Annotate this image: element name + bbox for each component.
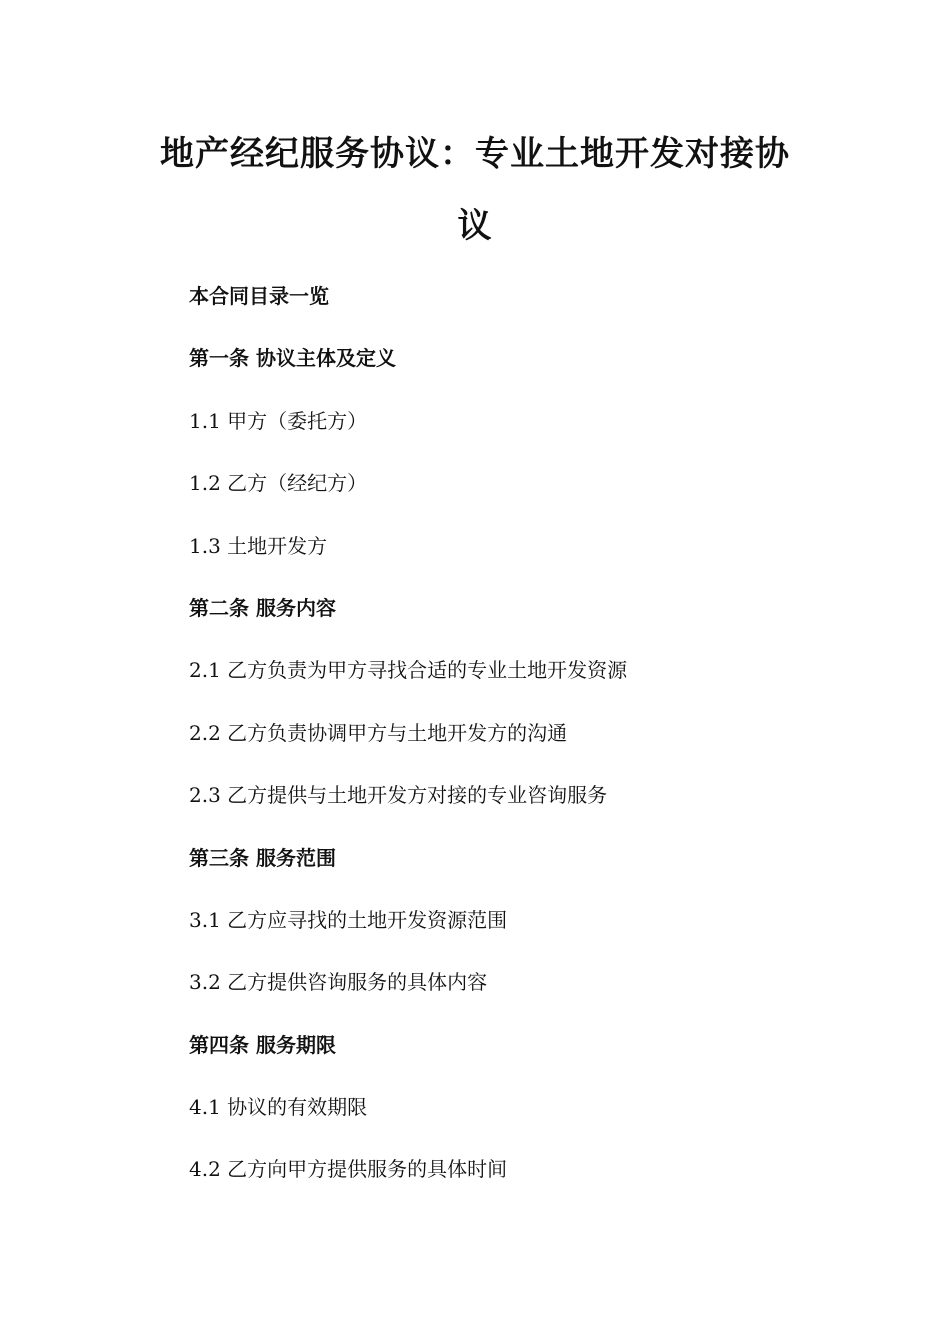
toc-item-2-2: 2.2 乙方负责协调甲方与土地开发方的沟通 — [189, 720, 568, 745]
toc-item-1-3: 1.3 土地开发方 — [189, 533, 328, 558]
toc-item-4-1: 4.1 协议的有效期限 — [189, 1095, 368, 1120]
toc-item-1-1: 1.1 甲方（委托方） — [189, 408, 368, 433]
toc-item-2-1: 2.1 乙方负责为甲方寻找合适的专业土地开发资源 — [189, 658, 628, 683]
toc-item-1-2: 1.2 乙方（经纪方） — [189, 471, 368, 496]
table-of-contents — [189, 274, 829, 1210]
toc-article-1: 第一条 协议主体及定义 — [189, 346, 396, 371]
toc-item-4-2: 4.2 乙方向甲方提供服务的具体时间 — [189, 1157, 508, 1182]
toc-item-3-2: 3.2 乙方提供咨询服务的具体内容 — [189, 970, 488, 995]
toc-heading: 本合同目录一览 — [189, 284, 329, 308]
toc-item-2-3: 2.3 乙方提供与土地开发方对接的专业咨询服务 — [189, 783, 608, 808]
toc-article-2: 第二条 服务内容 — [189, 595, 336, 620]
toc-article-3: 第三条 服务范围 — [189, 845, 336, 870]
toc-item-3-1: 3.1 乙方应寻找的土地开发资源范围 — [189, 907, 508, 932]
toc-article-4: 第四条 服务期限 — [189, 1032, 336, 1057]
document-title: 地产经纪服务协议：专业土地开发对接协议 — [160, 134, 790, 246]
